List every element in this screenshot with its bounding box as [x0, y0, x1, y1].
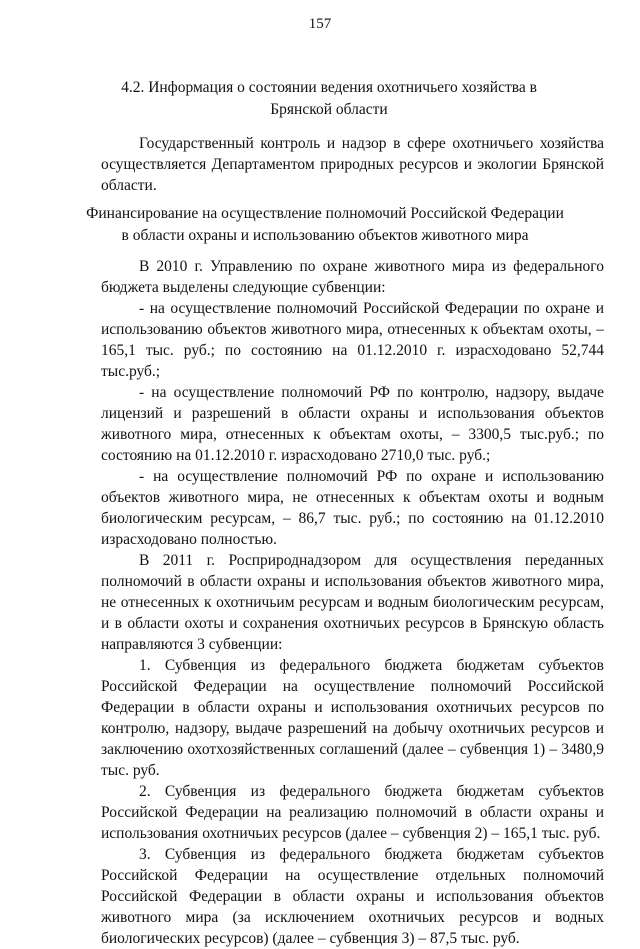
page-number: 157: [308, 16, 332, 32]
section-title-line-2: Брянской области: [270, 101, 388, 118]
paragraph-subvention-control: - на осуществление полномочий РФ по контролю, надзору, выдаче лицензий и разрешений в области охраны и использования объектов животного мира, отнесенных к объектам охоты, – 3300,5 тыс.руб.; по состоянию на 01.12.2010 г. израсходовано 2710,0 тыс. руб.;: [101, 384, 604, 464]
subheading: [0, 203, 640, 247]
intro-block: [101, 133, 604, 196]
main-body: [101, 256, 604, 949]
section-title-line-1: 4.2. Информация о состоянии ведения охотничьего хозяйства в: [121, 79, 537, 96]
paragraph-subvention-2: 2. Субвенция из федерального бюджета бюджетам субъектов Российской Федерации на реализацию полномочий в области охраны и использования охотничьих ресурсов (далее – субвенция 2) – 165,1 тыс. руб.: [101, 783, 604, 842]
subheading-line-2: в области охраны и использованию объектов животного мира: [121, 227, 529, 244]
paragraph-subvention-1: 1. Субвенция из федерального бюджета бюджетам субъектов Российской Федерации на осуществление полномочий Российской Федерации в области охраны и использования охотничьих ресурсов по контролю, надзору, выдаче разрешений на добычу охотничьих ресурсов и заключению охотхозяйственных соглашений (далее – субвенция 1) – 3480,9 тыс. руб.: [101, 657, 604, 779]
intro-paragraph: Государственный контроль и надзор в сфере охотничьего хозяйства осуществляется Департаментом природных ресурсов и экологии Брянской области.: [101, 135, 604, 194]
paragraph-subvention-3: 3. Субвенция из федерального бюджета бюджетам субъектов Российской Федерации на осуществление отдельных полномочий Российской Федерации в области охраны и использования объектов животного мира (за исключением охотничьих ресурсов и водных биологических ресурсов) (далее – субвенция 3) – 87,5 тыс. руб.: [101, 846, 604, 947]
subheading-line-1: Финансирование на осуществление полномочий Российской Федерации: [86, 205, 564, 222]
section-title: [0, 77, 640, 121]
paragraph-2010-intro: В 2010 г. Управлению по охране животного мира из федерального бюджета выделены следующие субвенции:: [101, 258, 604, 296]
paragraph-subvention-nonhunting: - на осуществление полномочий РФ по охране и использованию объектов животного мира, не отнесенных к объектам охоты и водным биологическим ресурсам, – 86,7 тыс. руб.; по состоянию на 01.12.2010 израсходовано полностью.: [101, 468, 604, 548]
paragraph-subvention-hunting: - на осуществление полномочий Российской Федерации по охране и использованию объектов животного мира, отнесенных к объектам охоты, – 165,1 тыс. руб.; по состоянию на 01.12.2010 г. израсходовано 52,744 тыс.руб.;: [101, 300, 604, 380]
paragraph-2011-intro: В 2011 г. Росприроднадзором для осуществления переданных полномочий в области охраны и использования объектов животного мира, не отнесенных к охотничьим ресурсам и водным биологическим ресурсам, и в области охоты и сохранения охотничьих ресурсов в Брянскую область направляются 3 субвенции:: [101, 552, 604, 653]
